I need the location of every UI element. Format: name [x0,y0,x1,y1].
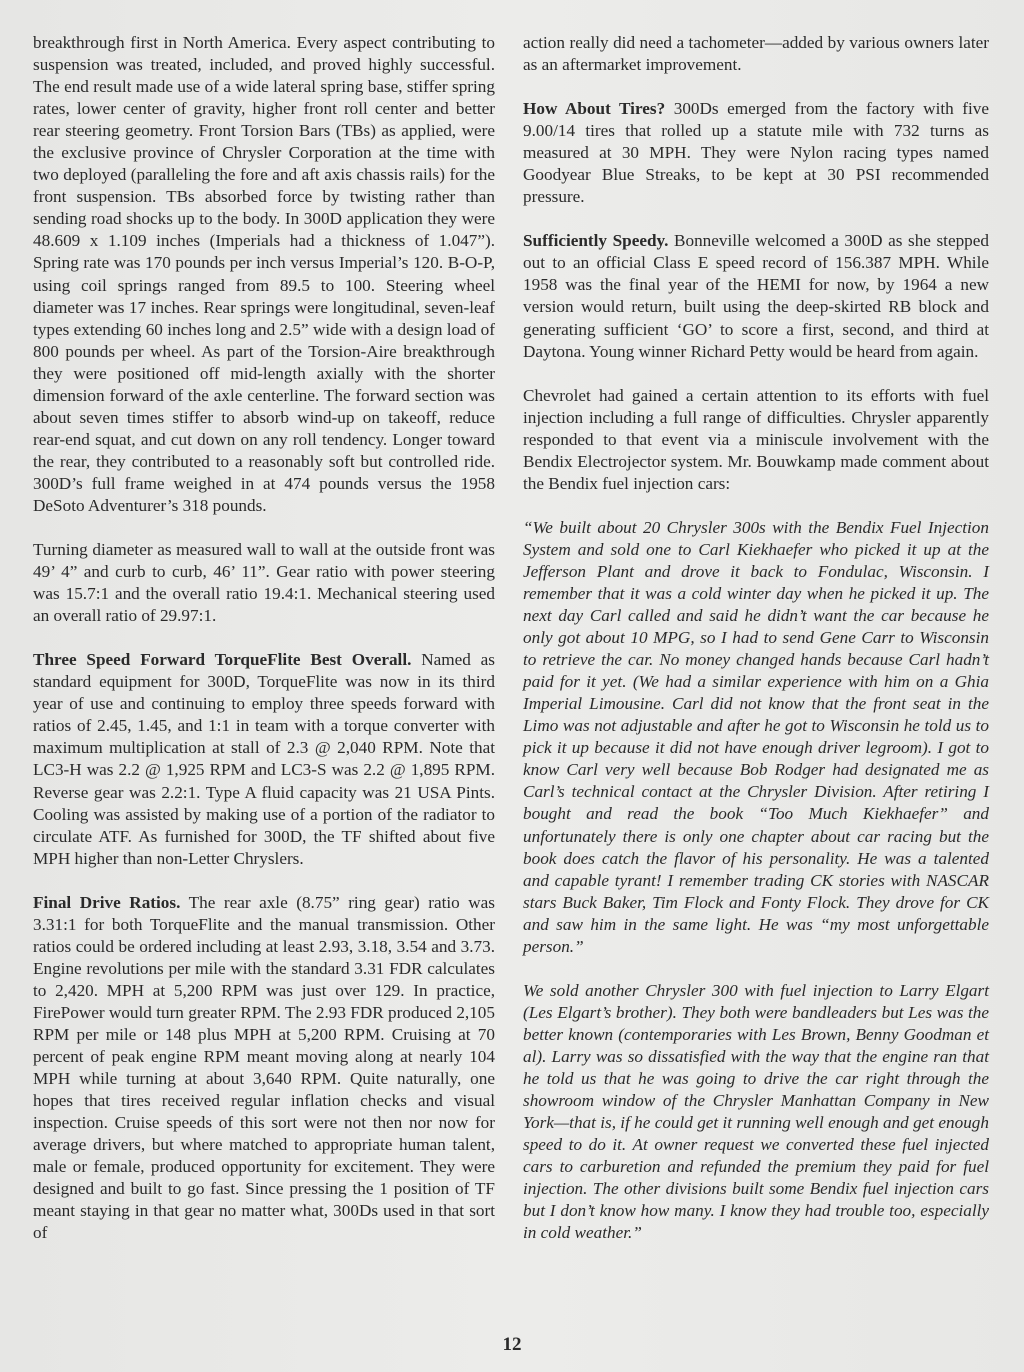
tachometer-paragraph: action really did need a tachometer—added by various owners later as an aftermarket improvement. [523,33,989,75]
tires-heading: How About Tires? [523,99,666,119]
turning-diameter-paragraph: Turning diameter as measured wall to wall at the outside front was 49’ 4” and curb to curb, 46’ 11”. Gear ratio with power steering was 15.7:1 and the overall ratio 19.4:1. Mechanical steering used an overall ratio of 29.97:1. [33,540,495,626]
speed-record-body: Bonneville welcomed a 300D as she stepped out to an official Class E speed record of 156.387 MPH. While 1958 was the final year of the HEMI for now, by 1964 a new version would return, built using the deep-skirted RB block and generating sufficient ‘GO’ to score a first, second, and third at Daytona. Young winner Richard Petty would be heard from again. [523,231,989,361]
speed-record-paragraph [523,230,989,362]
elgart-quote: We sold another Chrysler 300 with fuel injection to Larry Elgart (Les Elgart’s brother). They both were bandleaders but Les was the better known (contemporaries with Les Brown, Benny Goodman et al). Larry was so dissatisfied with the way that the engine ran that he told us that he was going to drive the car right through the showroom window of the Chrysler Manhattan Company in New York—that is, if he could get it running well enough and get enough speed to do it. At owner request we converted these fuel injected cars to carburetion and refunded the premium they paid for fuel injection. The other divisions built some Bendix fuel injection cars but I don’t know how many. I know they had trouble too, especially in cold weather.” [523,980,989,1243]
page-number: 12 [502,1334,522,1355]
fuel-injection-paragraph: Chevrolet had gained a certain attention to its efforts with fuel injection including a full range of difficulties. Chrysler apparently responded to that event via a miniscule involvement with the Bendix Electrojector system. Mr. Bouwkamp made comment about the Bendix fuel injection cars: [523,385,989,493]
final-drive-paragraph [33,892,495,1245]
torqueflite-body: Named as standard equipment for 300D, TorqueFlite was now in its third year of use and continuing to employ three speeds forward with ratios of 2.45, 1.45, and 1:1 in team with a torque converter with maximum multiplication at stall of 2.3 @ 2,040 RPM. Note that LC3-H was 2.2 @ 1,925 RPM and LC3-S was 2.2 @ 1,895 RPM. Reverse gear was 2.2:1. Type A fluid capacity was 21 USA Pints. Cooling was assisted by making use of a portion of the radiator to circulate ATF. As furnished for 300D, the TF shifted about five MPH higher than non-Letter Chryslers. [33,650,495,868]
final-drive-heading: Final Drive Ratios. [33,892,181,912]
suspension-paragraph: breakthrough first in North America. Every aspect contributing to suspension was treated, included, and proved highly successful. The end result made use of a wide lateral spring base, stiffer spring rates, lower center of gravity, higher front roll center and better rear steering geometry. Front Torsion Bars (TBs) as applied, were the exclusive province of Chrysler Corporation at the time with two deployed (paralleling the fore and aft axis chassis rails) for the front suspension. TBs absorbed force by twisting rather than sending road shocks up to the body. In 300D application they were 48.609 x 1.109 inches (Imperials had a thickness of 1.047”). Spring rate was 170 pounds per inch versus Imperial’s 120. B-O-P, using coil springs ranged from 89.5 to 100. Steering wheel diameter was 17 inches. Rear springs were longitudinal, seven-leaf types extending 60 inches long and 2.5” wide with a design load of 800 pounds per wheel. As part of the Torsion-Aire breakthrough they were positioned off mid-length axially with the shorter dimension forward of the axle centerline. The forward section was about seven times stiffer to absorb wind-up on takeoff, reduce rear-end squat, and cut down on any roll tendency. Longer toward the rear, they contributed to a reasonably soft but controlled ride. 300D’s full frame weighed in at 474 pounds versus the 1958 DeSoto Adventurer’s 318 pounds. [33,33,495,515]
torqueflite-paragraph [33,649,495,869]
torqueflite-heading: Three Speed Forward TorqueFlite Best Overall. [33,650,412,670]
tires-body: 300Ds emerged from the factory with five 9.00/14 tires that rolled up a statute mile with 732 turns as measured at 30 MPH. They were Nylon racing types named Goodyear Blue Streaks, to be kept at 30 PSI recommended pressure. [523,99,989,207]
final-drive-body: The rear axle (8.75” ring gear) ratio was 3.31:1 for both TorqueFlite and the manual transmission. Other ratios could be ordered including at least 2.93, 3.18, 3.54 and 3.73. Engine revolutions per mile with the standard 3.31 FDR calculates to 2,420. MPH at 5,200 RPM was just over 129. In practice, FirePower would turn greater RPM. The 2.93 FDR produced 2,105 RPM per mile or 148 plus MPH at 5,200 RPM. Cruising at 70 percent of peak engine RPM meant moving along at nearly 104 MPH while turning at about 3,640 RPM. Quite naturally, one hopes that tires received regular inflation checks and visual inspection. Cruise speeds of this sort were not then nor now for average drivers, but where matched to appropriate human talent, male or female, produced opportunity for excitement. They were designed and built to go fast. Since pressing the 1 position of TF meant staying in that gear no matter what, 300Ds used in that sort of [33,892,495,1243]
kiekhaefer-quote: “We built about 20 Chrysler 300s with the Bendix Fuel Injection System and sold one to Carl Kiekhaefer who picked it up at the Jefferson Plant and drove it back to Fondulac, Wisconsin. I remember that it was a cold winter day when he picked it up. The next day Carl called and said he didn’t want the car because he only got about 10 MPG, so I had to send Gene Carr to Wisconsin to retrieve the car. No money changed hands because Carl hadn’t paid for it yet. (We had a similar experience with him on a Ghia Imperial Limousine. Carl did not know that the front seat in the Limo was not adjustable and after he got to Wisconsin he told us to pick it up because it did not have enough driver legroom). I got to know Carl very well because Bob Rodger had designated me as Carl’s technical contact at the Chrysler Division. After retiring I bought and read the book “Too Much Kiekhaefer” and unfortunately there is only one chapter about car racing but the book does catch the flavor of his personality. He was a talented and capable tyrant! I remember trading CK stories with NASCAR stars Buck Baker, Tim Flock and Fonty Flock. They drove for CK and saw him in the same light. He was “my most unforgettable person.” [523,517,989,956]
right-column [523,32,989,1244]
speed-record-heading: Sufficiently Speedy. [523,231,669,251]
left-column [33,32,495,1244]
tires-paragraph [523,98,989,208]
